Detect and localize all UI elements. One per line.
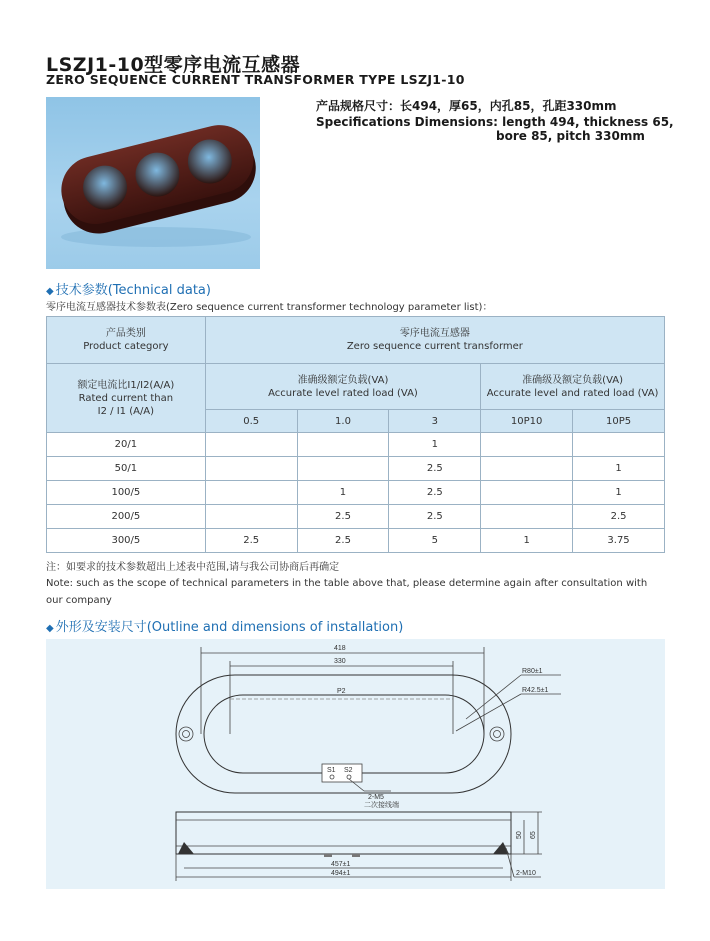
table-cell: 1 [297,481,389,505]
table-cell: 3.75 [573,529,665,553]
diamond-icon: ◆ [46,623,54,634]
spec-en-1: Specifications Dimensions: length 494, thickness 65, [316,115,674,129]
table-row [47,457,665,481]
table-cell: 50/1 [47,457,206,481]
diamond-icon: ◆ [46,286,54,297]
dim-457: 457±1 [331,861,351,868]
spec-cn: 产品规格尺寸：长494，厚65，内孔85，孔距330mm [316,99,617,113]
table-cell [481,433,573,457]
note-en: Note: such as the scope of technical parameters in the table above that, please determine again after consultation with our company [46,578,648,606]
table-cell: 2.5 [389,457,481,481]
table-cell: 2.5 [389,505,481,529]
table-cell [205,505,297,529]
table-cell: 1 [481,529,573,553]
dim-50: 50 [516,831,523,839]
accuracy2-en: Accurate level and rated load (VA) [486,387,659,399]
ratio-en-2: I2 / I1 (A/A) [97,405,155,417]
table-cell [297,433,389,457]
label-m10: 2-M10 [516,870,536,877]
outline-heading-text: 外形及安装尺寸(Outline and dimensions of installation) [55,620,404,635]
product-photo [46,97,260,269]
label-secondary: 二次接线端 [364,802,399,809]
table-cell: 200/5 [47,505,206,529]
table-cell: 300/5 [47,529,206,553]
product-category-cn: 产品类别 [105,328,146,339]
outline-heading [46,616,403,635]
dim-r42: R42.5±1 [522,687,549,694]
table-row [47,505,665,529]
table-cell: 2.5 [573,505,665,529]
product-category-en: Product category [83,341,169,352]
table-cell: 100/5 [47,481,206,505]
technical-heading [46,279,211,298]
table-cell [481,505,573,529]
table-cell: 20/1 [47,433,206,457]
ratio-cn: 额定电流比I1/I2(A/A) [77,379,175,391]
table-caption: 零序电流互感器技术参数表(Zero sequence current transformer technology parameter list)： [46,302,493,313]
label-m5: 2-M5 [368,794,384,801]
table-cell [481,481,573,505]
product-value-en: Zero sequence current transformer [346,341,523,352]
dim-65: 65 [530,831,537,839]
column-header: 10P5 [573,410,665,433]
table-cell [573,433,665,457]
label-s1: S1 [327,767,336,774]
table-cell [205,481,297,505]
table-cell: 1 [573,481,665,505]
table-cell [205,433,297,457]
column-header: 3 [389,410,481,433]
table-row [47,529,665,553]
accuracy-header-cell [205,364,480,410]
table-cell [297,457,389,481]
dim-r80: R80±1 [522,668,543,675]
accuracy-cn: 准确级额定负载(VA) [297,374,389,386]
table-cell [205,457,297,481]
product-category-cell [47,317,206,364]
accuracy2-cn: 准确级及额定负载(VA) [522,374,624,386]
label-p2: P2 [337,688,346,695]
spec-en-2: bore 85, pitch 330mm [496,129,645,143]
table-cell: 2.5 [297,529,389,553]
column-header: 0.5 [205,410,297,433]
table-row [47,481,665,505]
note-cn: 注：如要求的技术参数超出上述表中范围,请与我公司协商后再确定 [46,562,340,573]
column-header: 10P10 [481,410,573,433]
table-cell: 5 [389,529,481,553]
table-cell: 1 [389,433,481,457]
parameter-table [46,316,665,553]
table-cell [481,457,573,481]
ratio-en-1: Rated current than [78,392,174,404]
table-cell: 2.5 [297,505,389,529]
dim-418: 418 [334,645,346,652]
dim-330: 330 [334,658,346,665]
outline-drawing [46,639,665,889]
label-s2: S2 [344,767,353,774]
table-cell: 2.5 [205,529,297,553]
table-row [47,433,665,457]
table-cell: 1 [573,457,665,481]
product-value-cell [205,317,664,364]
ratio-header-cell [47,364,206,433]
product-value-cn: 零序电流互感器 [399,328,470,339]
accuracy2-header-cell [481,364,665,410]
dim-494: 494±1 [331,870,351,877]
technical-heading-text: 技术参数(Technical data) [55,283,211,298]
title-en: ZERO SEQUENCE CURRENT TRANSFORMER TYPE LSZJ1-10 [46,72,465,87]
column-header: 1.0 [297,410,389,433]
accuracy-en: Accurate level rated load (VA) [268,387,418,399]
table-cell: 2.5 [389,481,481,505]
title-cn: LSZJ1-10型零序电流互感器 [46,54,301,76]
